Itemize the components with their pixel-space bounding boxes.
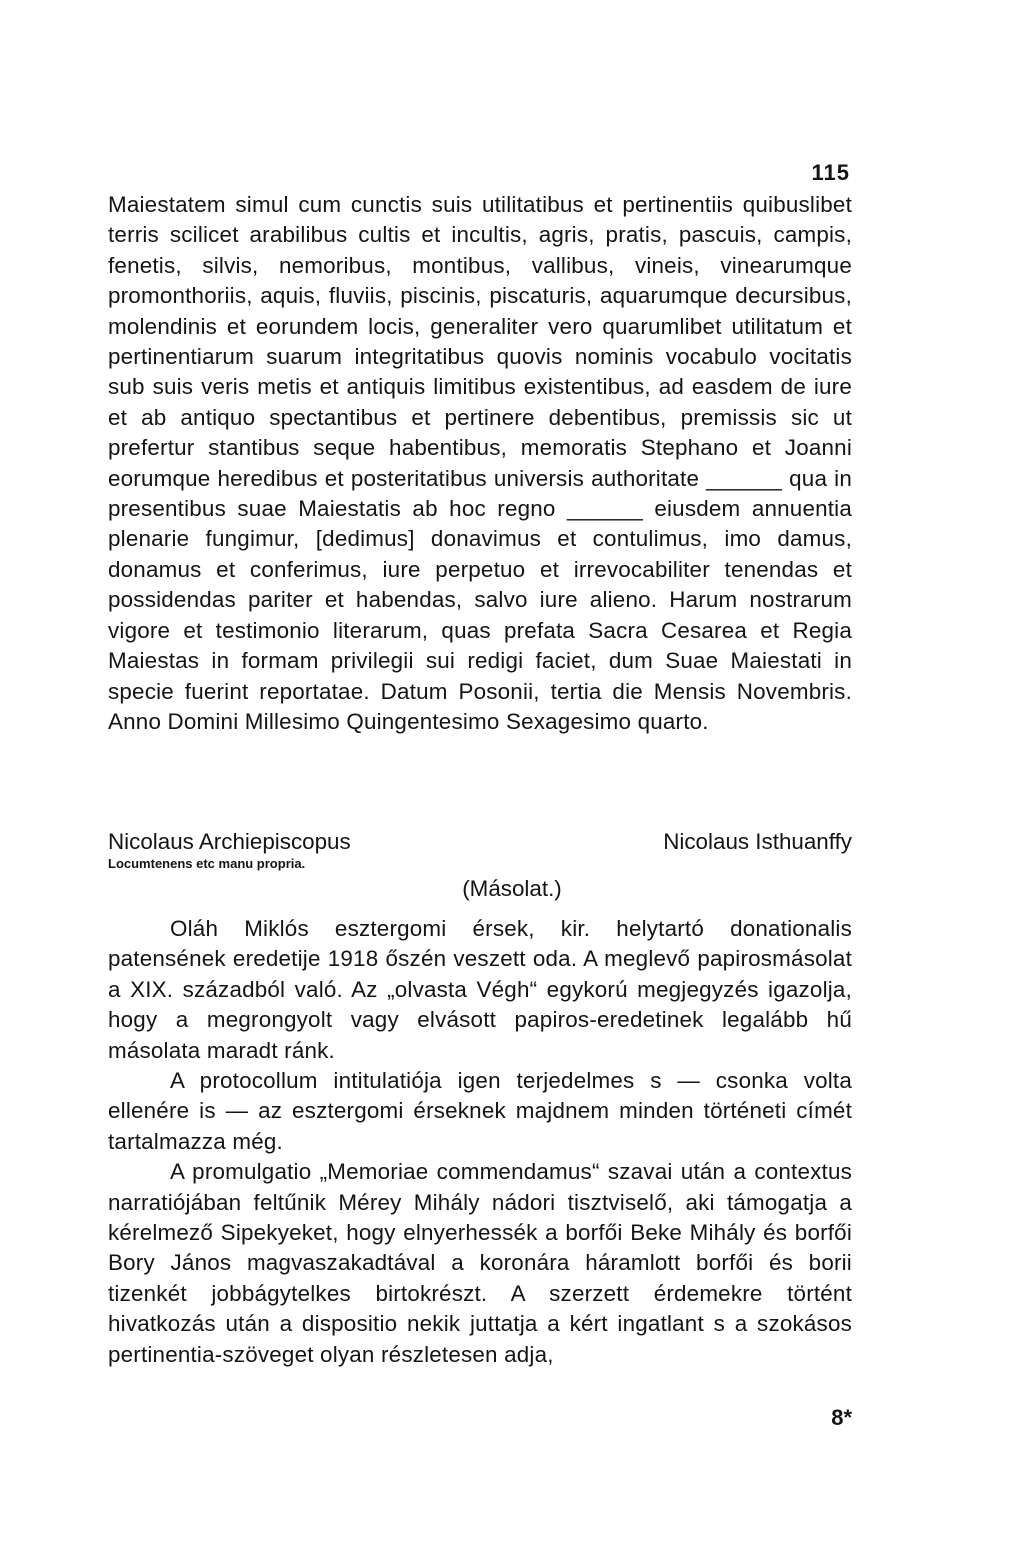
signature-right-name: Nicolaus Isthuanffy: [663, 829, 852, 854]
commentary-paragraph-3: A promulgatio „Memoriae commendamus“ szavai után a contextus narratiójában feltűnik Mérey Mihály nádori tisztviselő, aki támogatja a kérelmező Sipekyeket, hogy elnyerhessék a borfői Beke Mihály és borfői Bory János magvaszakadtával a koronára háramlott borfői és borii tizenkét jobbágytelkes birtokrészt. A szerzett érdemekre történt hivatkozás után a dispositio nekik juttatja a kért ingatlant s a szokásos pertinentia-szöveget olyan részletesen adja,: [108, 1159, 852, 1367]
latin-paragraph: Maiestatem simul cum cunctis suis utilitatibus et pertinentiis quibuslibet terris scilicet arabilibus cultis et incultis, agris, pratis, pascuis, campis, fenetis, silvis, nemoribus, montibus, vallibus, vineis, vinearumque promonthoriis, aquis, fluviis, piscinis, piscaturis, aquarumque decursibus, molendinis et eorundem locis, generaliter vero quarumlibet utilitatum et pertinentiarum suarum integritatibus quovis nominis vocabulo vocitatis sub suis veris metis et antiquis limitibus existentibus, ad easdem de iure et ab antiquo spectantibus et pertinere debentibus, premissis sic ut prefertur stantibus seque habentibus, memoratis Stephano et Joanni eorumque heredibus et posteritatibus universis authoritate ______ qua in presentibus suae Maiestatis ab hoc regno ______ eiusdem annuentia plenarie fungimur, [dedimus] donavimus et contulimus, imo damus, donamus et conferimus, iure perpetuo et irrevocabiliter tenendas et possidendas pariter et habendas, salvo iure alieno. Harum nostrarum vigore et testimonio literarum, quas prefata Sacra Cesarea et Regia Maiestas in formam privilegii sui redigi faciet, dum Suae Maiestati in specie fuerint reportatae. Datum Posonii, tertia die Mensis Novembris. Anno Domini Millesimo Quingentesimo Sexagesimo quarto.: [108, 192, 852, 734]
signature-left-note: Locumtenens etc manu propria.: [108, 856, 306, 871]
commentary-text: [108, 914, 852, 1370]
printer-signature-mark: 8*: [831, 1405, 852, 1430]
commentary-paragraph-2: A protocollum intitulatiója igen terjedelmes s — csonka volta ellenére is — az esztergomi érseknek majdnem minden történeti címét tartalmazza még.: [108, 1068, 852, 1154]
signature-left-name: Nicolaus Archiepiscopus: [108, 829, 351, 854]
copy-note: (Másolat.): [462, 876, 562, 901]
signature-block: [108, 828, 852, 876]
commentary-paragraph-1: Oláh Miklós esztergomi érsek, kir. helytartó donationalis patensének eredetije 1918 őszén veszett oda. A meglevő papirosmásolat a XIX. századból való. Az „olvasta Végh“ egykorú megjegyzés igazolja, hogy a megrongyolt vagy elvásott papiros-eredetinek legalább hű másolata maradt ránk.: [108, 916, 852, 1063]
latin-charter-text: [108, 190, 852, 737]
page-number: 115: [811, 160, 850, 185]
